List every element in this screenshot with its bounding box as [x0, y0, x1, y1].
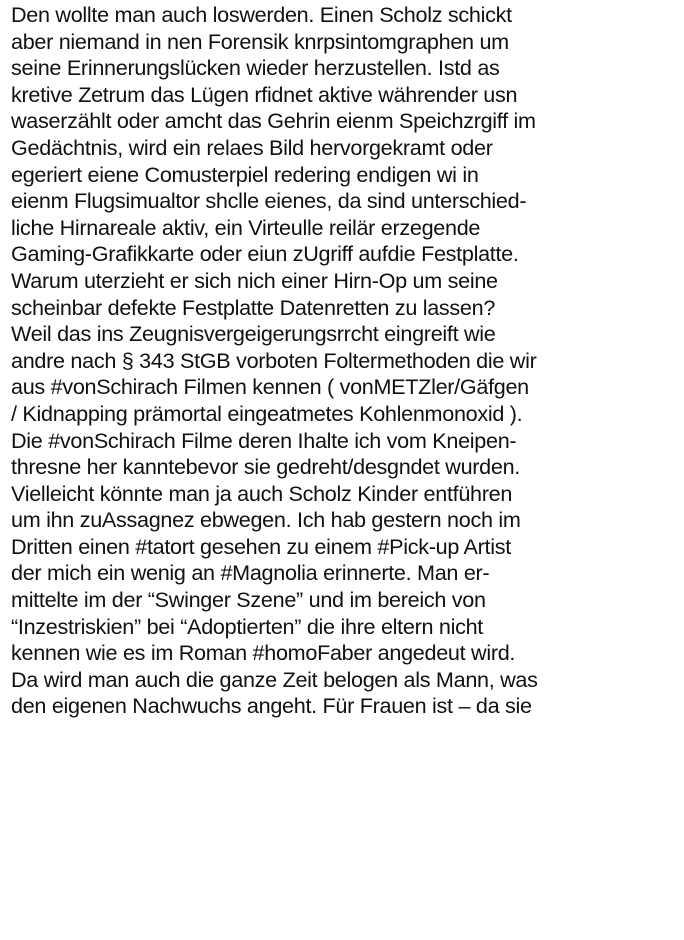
text-line: Die #vonSchirach Filme deren Ihalte ich vom Kneipen- — [11, 427, 517, 453]
text-line: thresne her kanntebevor sie gedreht/desgndet wurden. — [11, 454, 520, 480]
text-line: kennen wie es im Roman #homoFaber angedeut wird. — [11, 640, 516, 666]
text-line: Dritten einen #tatort gesehen zu einem #Pick-up Artist — [11, 533, 511, 559]
text-line: “Inzestriskien” bei “Adoptierten” die ihre eltern nicht — [11, 613, 483, 639]
text-line: den eigenen Nachwuchs angeht. Für Frauen ist – da sie — [11, 693, 532, 719]
text-line: aus #vonSchirach Filmen kennen ( vonMETZler/Gäfgen — [11, 374, 529, 400]
text-line: Weil das ins Zeugnisvergeigerungsrrcht eingreift wie — [11, 321, 496, 347]
text-line: Gaming-Grafikkarte oder eiun zUgriff aufdie Festplatte. — [11, 241, 519, 267]
body-text — [11, 2, 679, 720]
text-line: mittelte im der “Swinger Szene” und im bereich von — [11, 587, 486, 613]
text-line: andre nach § 343 StGB vorboten Foltermethoden die wir — [11, 347, 537, 373]
text-line: egeriert eiene Comusterpiel redering endigen wi in — [11, 161, 479, 187]
text-line: Vielleicht könnte man ja auch Scholz Kinder entführen — [11, 480, 513, 506]
text-line: aber niemand in nen Forensik knrpsintomgraphen um — [11, 28, 509, 54]
text-line: kretive Zetrum das Lügen rfidnet aktive währender usn — [11, 81, 518, 107]
text-line: / Kidnapping prämortal eingeatmetes Kohlenmonoxid ). — [11, 400, 523, 426]
text-line: um ihn zuAssagnez ebwegen. Ich hab gestern noch im — [11, 507, 521, 533]
text-line: eienm Flugsimualtor shclle eienes, da sind unterschied- — [11, 188, 527, 214]
text-line: liche Hirnareale aktiv, ein Virteulle reilär erzegende — [11, 214, 481, 240]
text-line: seine Erinnerungslücken wieder herzustellen. Istd as — [11, 55, 500, 81]
text-line: Da wird man auch die ganze Zeit belogen als Mann, was — [11, 666, 538, 692]
text-line: der mich ein wenig an #Magnolia erinnerte. Man er- — [11, 560, 490, 586]
text-line: Den wollte man auch loswerden. Einen Scholz schickt — [11, 2, 512, 27]
text-line: Gedächtnis, wird ein relaes Bild hervorgekramt oder — [11, 134, 493, 160]
text-line: scheinbar defekte Festplatte Datenretten zu lassen? — [11, 294, 496, 320]
text-line: Warum uterzieht er sich nich einer Hirn-Op um seine — [11, 267, 498, 293]
text-line: waserzählt oder amcht das Gehrin eienm Speichzrgiff im — [11, 108, 536, 134]
